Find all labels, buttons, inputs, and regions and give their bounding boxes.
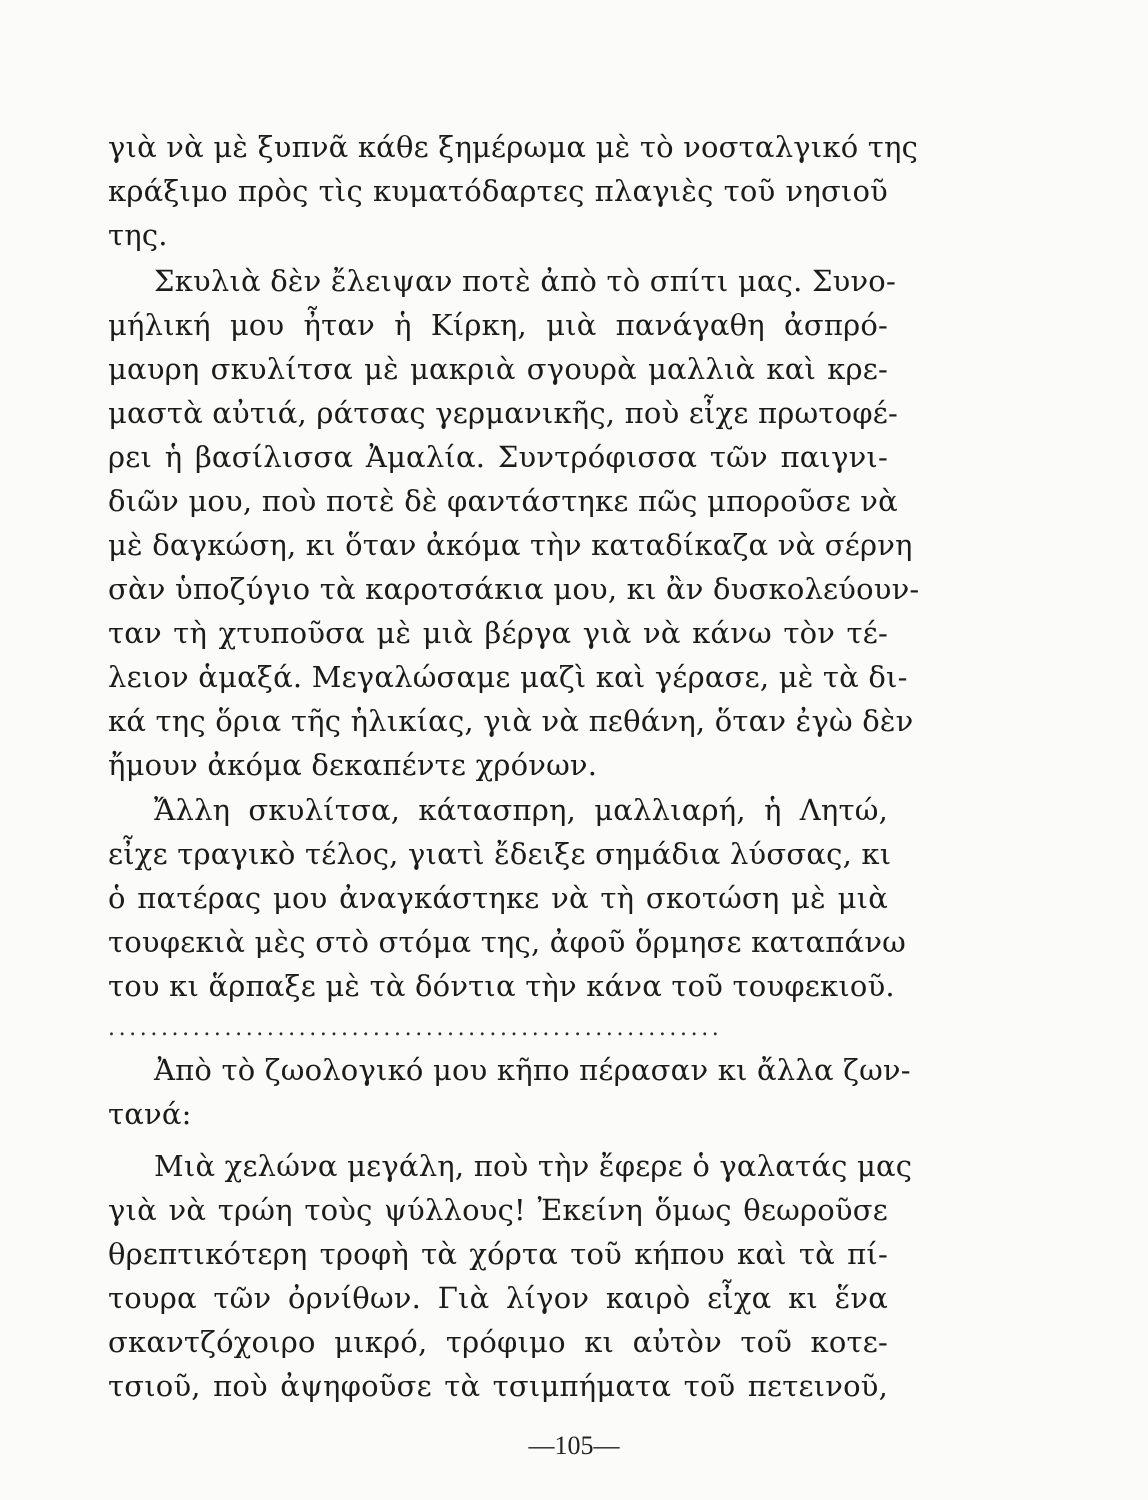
text-line: γιὰ νὰ τρώη τοὺς ψύλλους! Ἐκείνη ὅμως θεωροῦσε xyxy=(108,1193,888,1227)
text-line: Ἀπὸ τὸ ζωολογικό μου κῆπο πέρασαν κι ἄλλα ζων- xyxy=(154,1053,911,1087)
text-line: διῶν μου, ποὺ ποτὲ δὲ φαντάστηκε πῶς μποροῦσε νὰ xyxy=(108,484,898,518)
text-line: Σκυλιὰ δὲν ἔλειψαν ποτὲ ἀπὸ τὸ σπίτι μας. Συνο- xyxy=(154,264,896,298)
text-line: εἶχε τραγικὸ τέλος, γιατὶ ἔδειξε σημάδια λύσσας, κι xyxy=(108,837,892,871)
page-number: —105— xyxy=(528,1431,620,1460)
section-separator: .......................................................... xyxy=(108,1016,723,1041)
text-line: θρεπτικότερη τροφὴ τὰ χόρτα τοῦ κήπου καὶ τὰ πί- xyxy=(108,1237,888,1271)
text-line: σκαντζόχοιρο μικρό, τρόφιμο κι αὐτὸν τοῦ κοτε- xyxy=(108,1325,888,1359)
text-line: τσιοῦ, ποὺ ἀψηφοῦσε τὰ τσιμπήματα τοῦ πετεινοῦ, xyxy=(108,1369,888,1403)
text-line: Ἄλλη σκυλίτσα, κάτασπρη, μαλλιαρή, ἡ Λητώ, xyxy=(154,793,888,827)
text-line: μήλική μου ἦταν ἡ Κίρκη, μιὰ πανάγαθη ἀσπρό- xyxy=(108,308,888,342)
text-line: λειον ἁμαξά. Μεγαλώσαμε μαζὶ καὶ γέρασε, μὲ τὰ δι- xyxy=(108,660,908,694)
text-line: κράξιμο πρὸς τὶς κυματόδαρτες πλαγιὲς τοῦ νησιοῦ xyxy=(108,174,888,208)
text-line: γιὰ νὰ μὲ ξυπνᾶ κάθε ξημέρωμα μὲ τὸ νοσταλγικό της xyxy=(108,130,919,164)
text-line: τανά: xyxy=(108,1097,192,1131)
text-line: σὰν ὑποζύγιο τὰ καροτσάκια μου, κι ἂν δυσκολεύουν- xyxy=(108,572,920,606)
text-line: ὁ πατέρας μου ἀναγκάστηκε νὰ τὴ σκοτώση μὲ μιὰ xyxy=(108,881,888,915)
text-line: της. xyxy=(108,218,168,252)
text-line: ταν τὴ χτυποῦσα μὲ μιὰ βέργα γιὰ νὰ κάνω τὸν τέ- xyxy=(108,616,888,650)
text-line: μαυρη σκυλίτσα μὲ μακριὰ σγουρὰ μαλλιὰ καὶ κρε- xyxy=(108,352,888,386)
text-line: ἤμουν ἀκόμα δεκαπέντε χρόνων. xyxy=(108,748,598,782)
text-line: μαστὰ αὐτιά, ράτσας γερμανικῆς, ποὺ εἶχε πρωτοφέ- xyxy=(108,396,899,430)
text-line: ρει ἡ βασίλισσα Ἀμαλία. Συντρόφισσα τῶν παιγνι- xyxy=(108,440,888,474)
text-line: τουφεκιὰ μὲς στὸ στόμα της, ἀφοῦ ὅρμησε καταπάνω xyxy=(108,925,907,959)
text-line: Μιὰ χελώνα μεγάλη, ποὺ τὴν ἔφερε ὁ γαλατάς μας xyxy=(154,1149,913,1183)
text-line: τουρα τῶν ὀρνίθων. Γιὰ λίγον καιρὸ εἶχα κι ἕνα xyxy=(108,1281,888,1315)
text-line: μὲ δαγκώση, κι ὅταν ἀκόμα τὴν καταδίκαζα νὰ σέρνη xyxy=(108,528,913,562)
text-line: του κι ἅρπαξε μὲ τὰ δόντια τὴν κάνα τοῦ τουφεκιοῦ. xyxy=(108,969,895,1003)
text-line: κά της ὅρια τῆς ἡλικίας, γιὰ νὰ πεθάνη, ὅταν ἐγὼ δὲν xyxy=(108,704,914,738)
